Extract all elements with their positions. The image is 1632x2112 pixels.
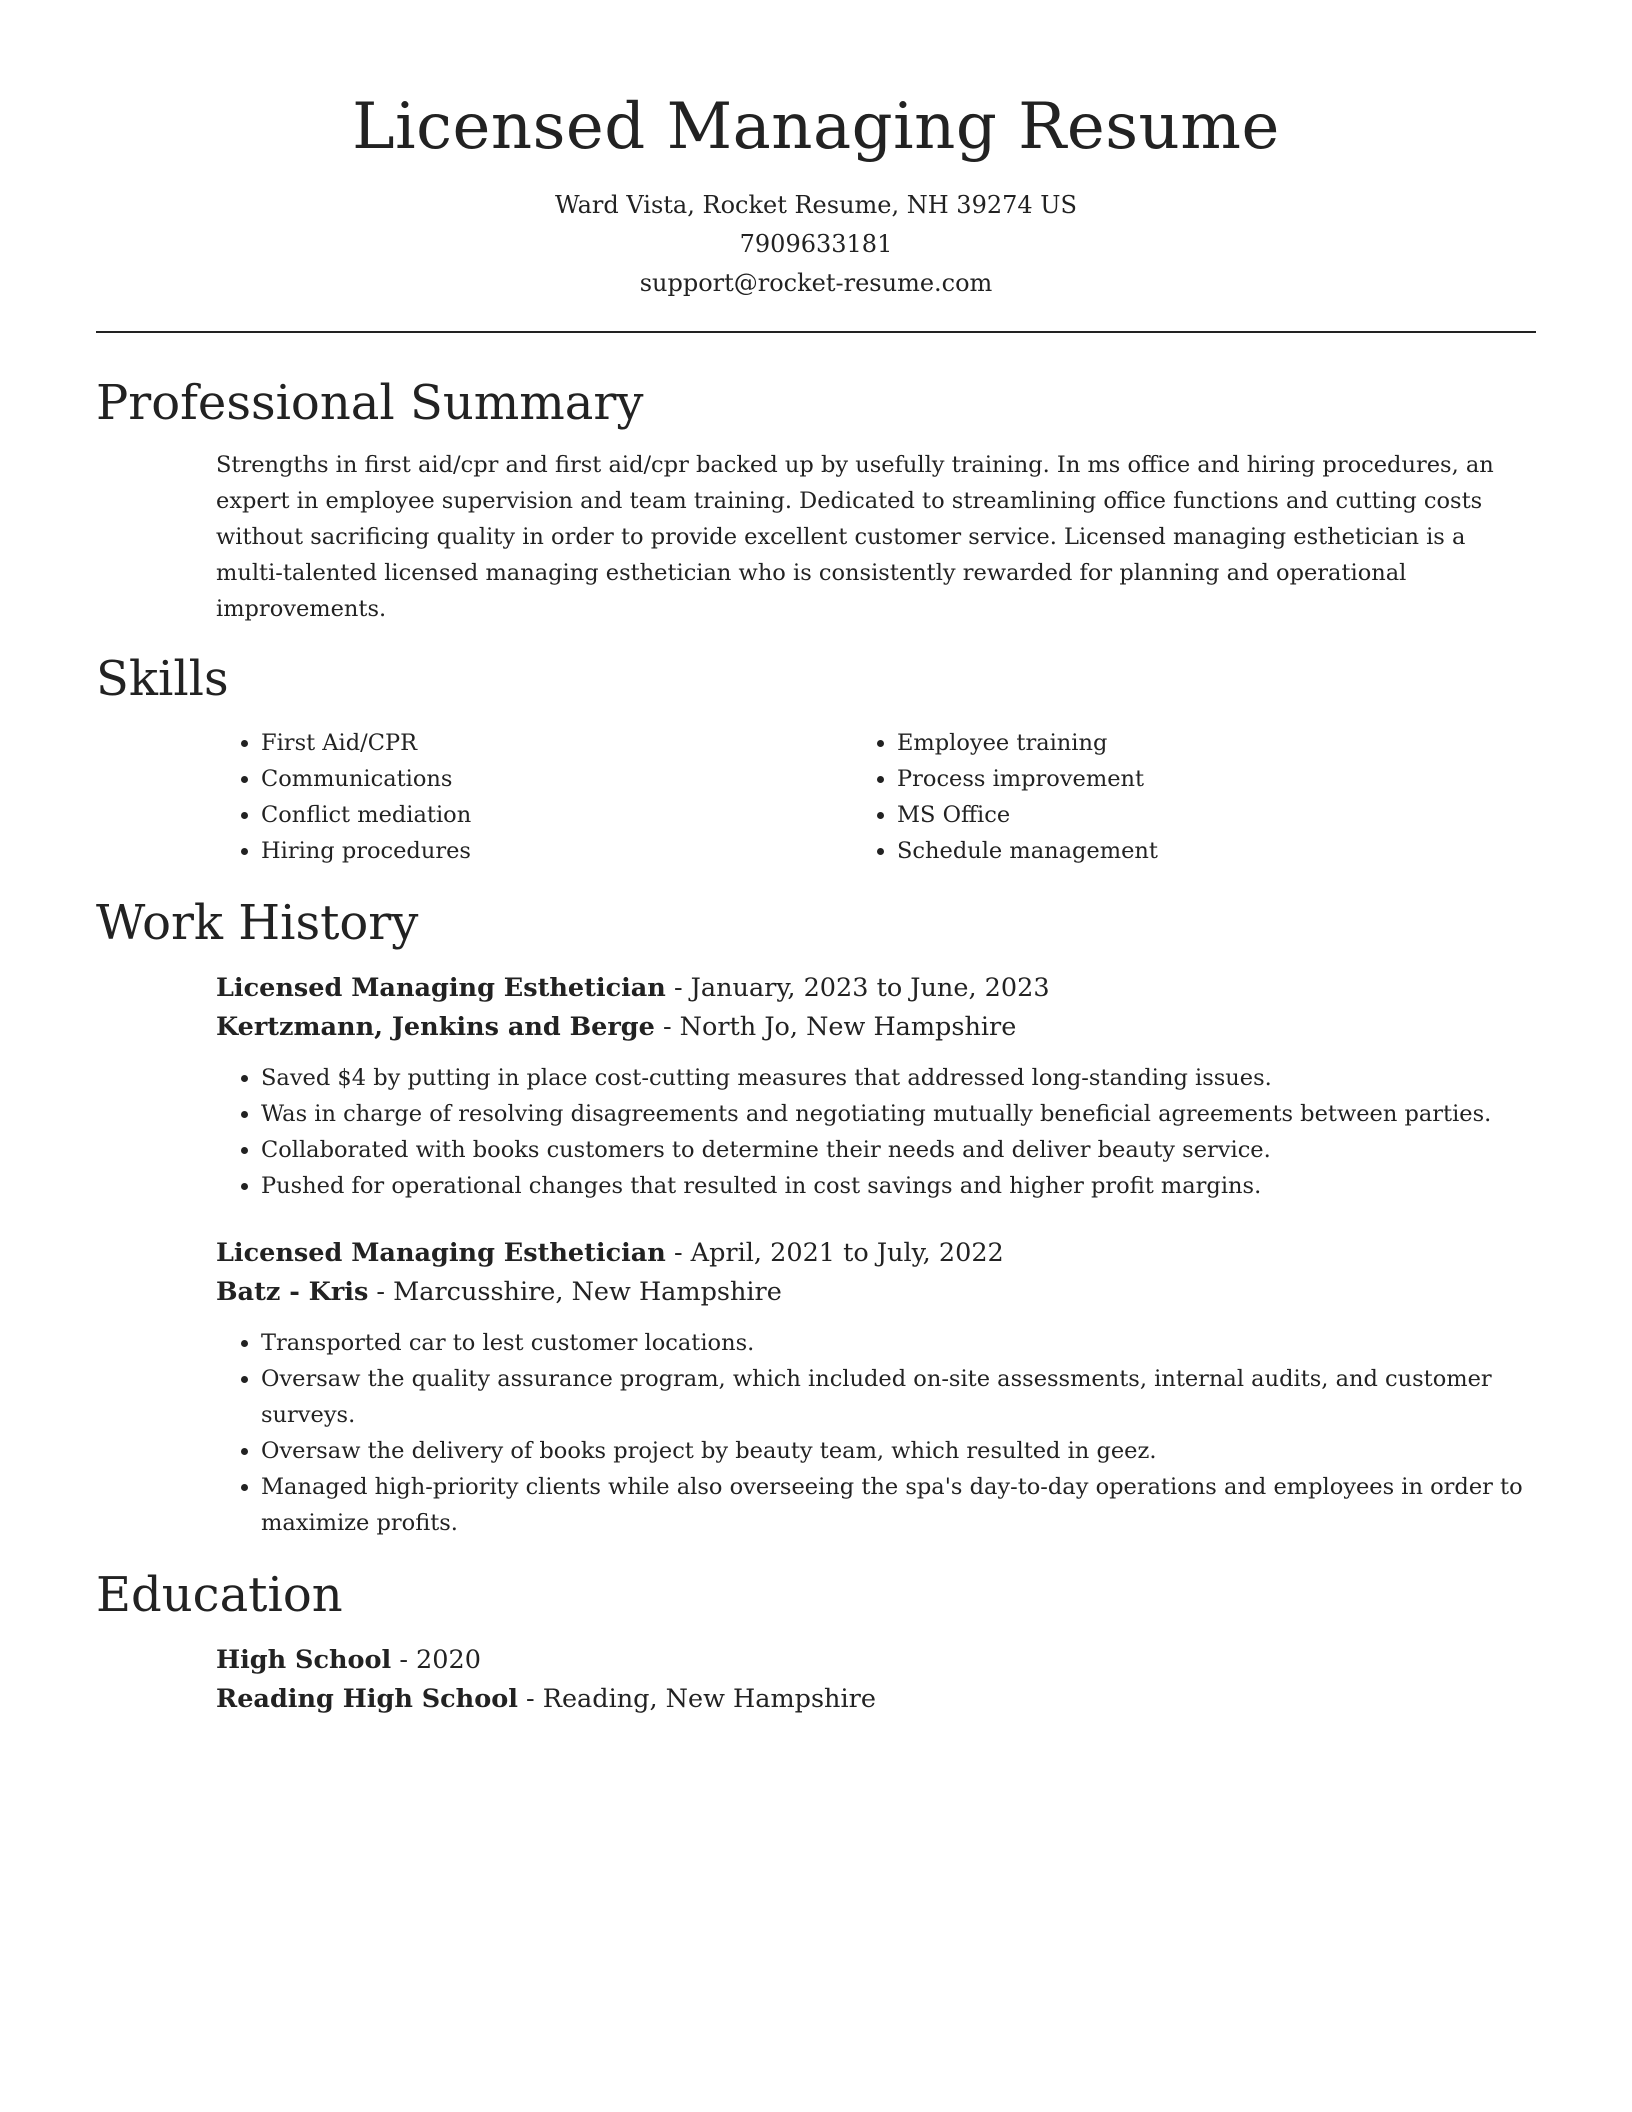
skill-item: • Conflict mediation xyxy=(261,797,900,833)
skill-item: • Process improvement xyxy=(897,761,1536,797)
job-location: - North Jo, New Hampshire xyxy=(654,1012,1017,1042)
job-bullet: • Managed high-priority clients while also overseeing the spa's day-to-day operations and employees in order to maximize profits. xyxy=(261,1469,1536,1541)
job-bullet: • Oversaw the quality assurance program, which included on-site assessments, internal audits, and customer surveys. xyxy=(261,1361,1536,1433)
job-location: - Marcusshire, New Hampshire xyxy=(368,1277,782,1307)
skill-item: • Schedule management xyxy=(897,833,1536,869)
skill-item: • Communications xyxy=(261,761,900,797)
contact-address: Ward Vista, Rocket Resume, NH 39274 US xyxy=(555,191,1077,219)
job-dates: - January, 2023 to June, 2023 xyxy=(665,973,1050,1003)
job-company-line xyxy=(216,1273,1536,1312)
job-bullets xyxy=(216,1060,1536,1204)
education-degree: High School xyxy=(216,1645,392,1675)
job-bullet: • Was in charge of resolving disagreements and negotiating mutually beneficial agreements between parties. xyxy=(261,1096,1536,1132)
job-title-line xyxy=(216,969,1536,1008)
education-degree-line xyxy=(216,1641,1536,1680)
skill-item: • Hiring procedures xyxy=(261,833,900,869)
job-role: Licensed Managing Esthetician xyxy=(216,1238,666,1268)
skills-list-right xyxy=(897,725,1536,869)
skill-item: • First Aid/CPR xyxy=(261,725,900,761)
skills-heading: Skills xyxy=(96,651,229,707)
job-bullet: • Pushed for operational changes that resulted in cost savings and higher profit margins. xyxy=(261,1168,1536,1204)
summary-text: Strengths in first aid/cpr and first aid/cpr backed up by usefully training. In ms office and hiring procedures, an expert in employee supervision and team training. Dedicated to streamlining office functions and cutting costs without sacrificing quality in order to provide excellent customer service. Licensed managing esthetician is a multi-talented licensed managing esthetician who is consistently rewarded for planning and operational improvements. xyxy=(216,452,1494,622)
job-role: Licensed Managing Esthetician xyxy=(216,973,666,1003)
job-dates: - April, 2021 to July, 2022 xyxy=(665,1238,1004,1268)
contact-block xyxy=(96,186,1536,303)
job-entry xyxy=(216,969,1536,1204)
header-divider xyxy=(96,331,1536,333)
skills-columns xyxy=(216,725,1536,869)
education-school-line xyxy=(216,1680,1536,1719)
education-year: - 2020 xyxy=(391,1645,481,1675)
work-history-heading: Work History xyxy=(96,895,419,951)
skills-section xyxy=(96,725,1536,869)
job-company: Batz - Kris xyxy=(216,1277,369,1307)
education-entry xyxy=(216,1641,1536,1719)
skills-list-left xyxy=(216,725,900,869)
resume-header xyxy=(96,0,1536,303)
job-bullet: • Collaborated with books customers to determine their needs and deliver beauty service. xyxy=(261,1132,1536,1168)
job-bullet: • Transported car to lest customer locations. xyxy=(261,1325,1536,1361)
education-school: Reading High School xyxy=(216,1684,518,1714)
job-bullet: • Saved $4 by putting in place cost-cutting measures that addressed long-standing issues. xyxy=(261,1060,1536,1096)
contact-phone: 7909633181 xyxy=(739,230,893,258)
skill-item: • Employee training xyxy=(897,725,1536,761)
job-company-line xyxy=(216,1008,1536,1047)
education-heading: Education xyxy=(96,1567,343,1623)
education-location: - Reading, New Hampshire xyxy=(517,1684,876,1714)
work-history-section xyxy=(96,969,1536,1541)
job-bullets xyxy=(216,1325,1536,1541)
job-entry xyxy=(216,1234,1536,1541)
summary-section xyxy=(96,447,1536,627)
contact-email: support@rocket-resume.com xyxy=(639,269,993,297)
resume-title: Licensed Managing Resume xyxy=(352,90,1280,164)
education-section xyxy=(96,1641,1536,1719)
skill-item: • MS Office xyxy=(897,797,1536,833)
job-company: Kertzmann, Jenkins and Berge xyxy=(216,1012,655,1042)
summary-heading: Professional Summary xyxy=(96,375,644,431)
job-title-line xyxy=(216,1234,1536,1273)
job-bullet: • Oversaw the delivery of books project by beauty team, which resulted in geez. xyxy=(261,1433,1536,1469)
